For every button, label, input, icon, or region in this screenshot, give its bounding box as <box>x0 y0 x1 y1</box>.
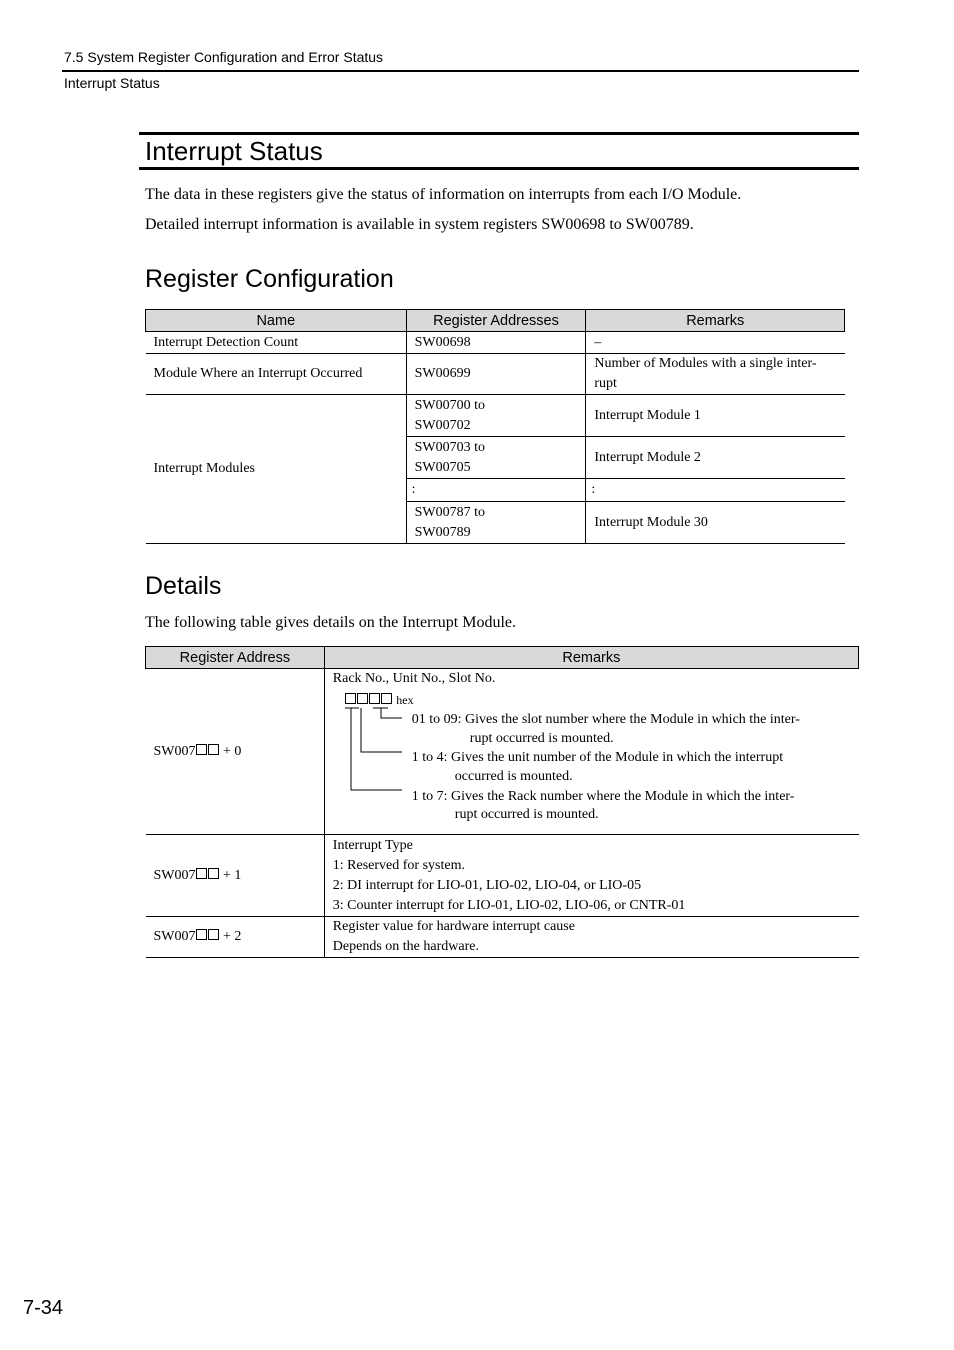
table-row <box>146 395 845 437</box>
hex-label: hex <box>396 693 414 707</box>
cell-remarks: : <box>586 479 845 502</box>
cell-remarks: Register value for hardware interrupt cause Depends on the hardware. <box>324 917 858 958</box>
table-row <box>146 332 845 354</box>
running-header-section: 7.5 System Register Configuration and Error Status <box>64 49 384 65</box>
unit-number-line-1: 1 to 4: Gives the unit number of the Module in which the interrupt <box>411 750 784 765</box>
rack-number-line-2: rupt occurred is mounted. <box>454 807 599 822</box>
cell-name: Interrupt Detection Count <box>146 332 407 354</box>
cell-address: SW00787 to SW00789 <box>406 502 586 544</box>
cell-remarks: Interrupt Module 30 <box>586 502 845 544</box>
column-header-name: Name <box>146 310 407 332</box>
cell-register-address: SW007 + 1 <box>146 835 325 917</box>
table-row <box>146 669 859 835</box>
table-row <box>146 354 845 395</box>
placeholder-box-icon <box>196 744 207 755</box>
section-title: Interrupt Status <box>145 136 323 166</box>
cell-name: Module Where an Interrupt Occurred <box>146 354 407 395</box>
column-header-addresses: Register Addresses <box>406 310 586 332</box>
running-header-subsection: Interrupt Status <box>64 75 160 91</box>
details-heading: Details <box>145 572 222 600</box>
cell-register-address: SW007 + 0 <box>146 669 325 835</box>
placeholder-box-icon <box>196 929 207 940</box>
details-intro: The following table gives details on the Interrupt Module. <box>145 614 517 631</box>
column-header-remarks: Remarks <box>586 310 845 332</box>
placeholder-box-icon <box>208 744 219 755</box>
slot-number-line-1: 01 to 09: Gives the slot number where the Module in which the inter- <box>411 712 800 727</box>
header-rule <box>62 70 859 72</box>
details-table <box>145 646 859 958</box>
placeholder-box-icon <box>208 868 219 879</box>
cell-remarks: Interrupt Type 1: Reserved for system. 2: DI interrupt for LIO-01, LIO-02, LIO-04, or LIO-05 3: Counter interrupt for LIO-01, LIO-02, LIO-06, or CNTR-01 <box>324 835 858 917</box>
register-configuration-table <box>145 309 845 544</box>
cell-name: Interrupt Modules <box>146 395 407 544</box>
diagram-title: Rack No., Unit No., Slot No. <box>332 671 496 686</box>
cell-remarks: Number of Modules with a single inter- rupt <box>586 354 845 395</box>
cell-address: SW00700 to SW00702 <box>406 395 586 437</box>
table-row <box>146 917 859 958</box>
page-number: 7-34 <box>23 1297 64 1319</box>
rack-number-line-1: 1 to 7: Gives the Rack number where the Module in which the inter- <box>411 789 795 804</box>
cell-address: SW00703 to SW00705 <box>406 437 586 479</box>
cell-address: : <box>406 479 586 502</box>
cell-remarks <box>324 669 858 835</box>
table-row <box>146 835 859 917</box>
cell-register-address: SW007 + 2 <box>146 917 325 958</box>
unit-number-line-2: occurred is mounted. <box>454 769 573 784</box>
bit-field-diagram <box>332 669 851 822</box>
register-configuration-heading: Register Configuration <box>145 265 394 293</box>
slot-number-line-2: rupt occurred is mounted. <box>469 731 614 746</box>
table-header-row <box>146 310 845 332</box>
column-header-register-address: Register Address <box>146 647 325 669</box>
cell-address: SW00699 <box>406 354 586 395</box>
placeholder-box-icon <box>196 868 207 879</box>
cell-remarks: – <box>586 332 845 354</box>
cell-remarks: Interrupt Module 1 <box>586 395 845 437</box>
section-title-box <box>139 132 859 170</box>
cell-remarks: Interrupt Module 2 <box>586 437 845 479</box>
table-header-row <box>146 647 859 669</box>
column-header-remarks: Remarks <box>324 647 858 669</box>
placeholder-box-icon <box>208 929 219 940</box>
intro-paragraph-1: The data in these registers give the status of information on interrupts from each I/O Module. <box>145 186 742 203</box>
cell-address: SW00698 <box>406 332 586 354</box>
intro-paragraph-2: Detailed interrupt information is available in system registers SW00698 to SW00789. <box>145 216 694 233</box>
